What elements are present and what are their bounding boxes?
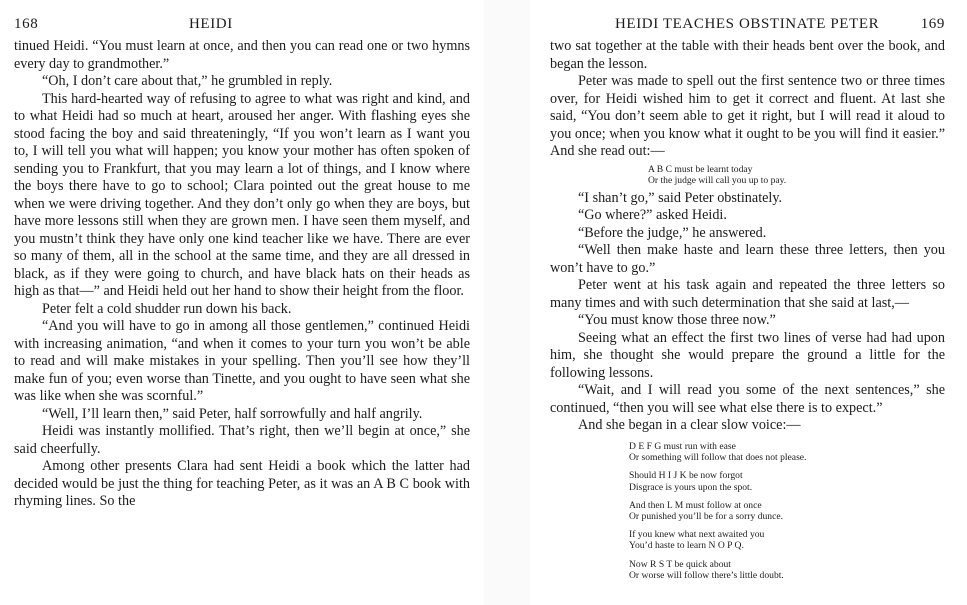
paragraph: And she began in a clear slow voice:—: [578, 417, 801, 434]
verse-line: Or something will follow that does not please.: [629, 452, 807, 464]
paragraph: “Before the judge,” he answered.: [578, 224, 767, 241]
verse-line: D E F G must run with ease: [629, 440, 736, 452]
paragraph: “You must know those three now.”: [578, 312, 776, 329]
running-title: HEIDI: [189, 16, 233, 32]
running-title: HEIDI TEACHES OBSTINATE PETER: [615, 16, 880, 32]
book-gutter: [484, 0, 530, 605]
paragraph: “Go where?” asked Heidi.: [578, 207, 727, 224]
verse-stanza: [629, 470, 945, 492]
verse-line: A B C must be learnt today: [648, 163, 753, 175]
left-page-body: [14, 38, 470, 511]
verse-stanza: [629, 500, 945, 522]
verse-line: Or the judge will call you up to pay.: [648, 174, 787, 186]
verse-stanza: [629, 441, 945, 463]
paragraph: “Wait, and I will read you some of the next sentences,” she continued, “then you will see what else there is to expect.”: [550, 382, 945, 416]
left-page-header: [14, 12, 470, 36]
paragraph: tinued Heidi. “You must learn at once, and then you can read one or two hymns every day to grandmother.”: [14, 38, 470, 72]
paragraph: “And you will have to go in among all those gentlemen,” continued Heidi with increasing animation, “and when it comes to your turn you won’t be able to read and will make mistakes in your spelling. Then you’ll see how they’ll make fun of you; even worse than Tinette, and you ought to have seen what she was like when she was scornful.”: [14, 318, 470, 404]
verse-line: If you knew what next awaited you: [629, 529, 765, 541]
page-number: 168: [14, 16, 39, 32]
right-page: [530, 0, 967, 605]
right-page-header: [550, 12, 945, 36]
verse-stanza: [629, 559, 945, 581]
paragraph: Peter felt a cold shudder run down his back.: [42, 300, 292, 317]
paragraph: Peter went at his task again and repeated the three letters so many times and with such determination that she said at last,—: [550, 277, 945, 311]
paragraph: Among other presents Clara had sent Heidi a book which the latter had decided would be just the thing for teaching Peter, as it was an A B C book with rhyming lines. So the: [14, 458, 470, 509]
right-page-body: [550, 38, 945, 581]
verse-line: And then L M must follow at once: [629, 499, 762, 511]
paragraph: Heidi was instantly mollified. That’s right, then we’ll begin at once,” she said cheerfully.: [14, 423, 470, 457]
paragraph: Peter was made to spell out the first sentence two or three times over, for Heidi wished him to get it correct and fluent. At last she said, “You don’t seem able to get it right, but I will read it aloud to you once; when you know what it ought to be you will find it easier.” And she read out:—: [550, 73, 945, 159]
paragraph: “Oh, I don’t care about that,” he grumbled in reply.: [42, 73, 333, 89]
verse-line: You’d haste to learn N O P Q.: [629, 540, 744, 552]
verse-stanza: [629, 529, 945, 551]
verse-line: Or punished you’ll be for a sorry dunce.: [629, 510, 783, 522]
verse-line: Now R S T be quick about: [629, 558, 731, 570]
page-number: 169: [920, 16, 945, 32]
paragraph: This hard-hearted way of refusing to agree to what was right and kind, and to what Heidi had so much at heart, aroused her anger. With flashing eyes she stood facing the boy and said threateningly, “If you won’t learn as I want you to, I will tell you what will happen; you know your mother has often spoken of sending you to Frankfurt, that you may learn a lot of things, and I know where the boys there have to go to school; Clara pointed out the great house to me when we were driving together. And they don’t only go when they are boys, but have more lessons still when they are grown men. I have seen them myself, and you mustn’t think they have only one kind teacher like we have. There are ever so many of them, all in the school at the same time, and they are all dressed in black, as if they were going to church, and have black hats on their heads as high as that—” and Heidi held out her hand to show their height from the floor.: [14, 90, 470, 299]
verse-line: Disgrace is yours upon the spot.: [629, 481, 753, 493]
paragraph: “Well, I’ll learn then,” said Peter, half sorrowfully and half angrily.: [42, 405, 423, 422]
paragraph: two sat together at the table with their heads bent over the book, and began the lesson.: [550, 38, 945, 72]
verse-block: [550, 441, 945, 581]
paragraph: Seeing what an effect the first two lines of verse had had upon him, she thought she would prepare the ground a little for the following lessons.: [550, 329, 945, 381]
verse-block: [550, 164, 945, 186]
verse-line: Or worse will follow there’s little doubt.: [629, 569, 784, 581]
paragraph: “I shan’t go,” said Peter obstinately.: [578, 189, 783, 206]
paragraph: “Well then make haste and learn these three letters, then you won’t have to go.”: [550, 242, 945, 276]
verse-line: Should H I J K be now forgot: [629, 470, 743, 482]
